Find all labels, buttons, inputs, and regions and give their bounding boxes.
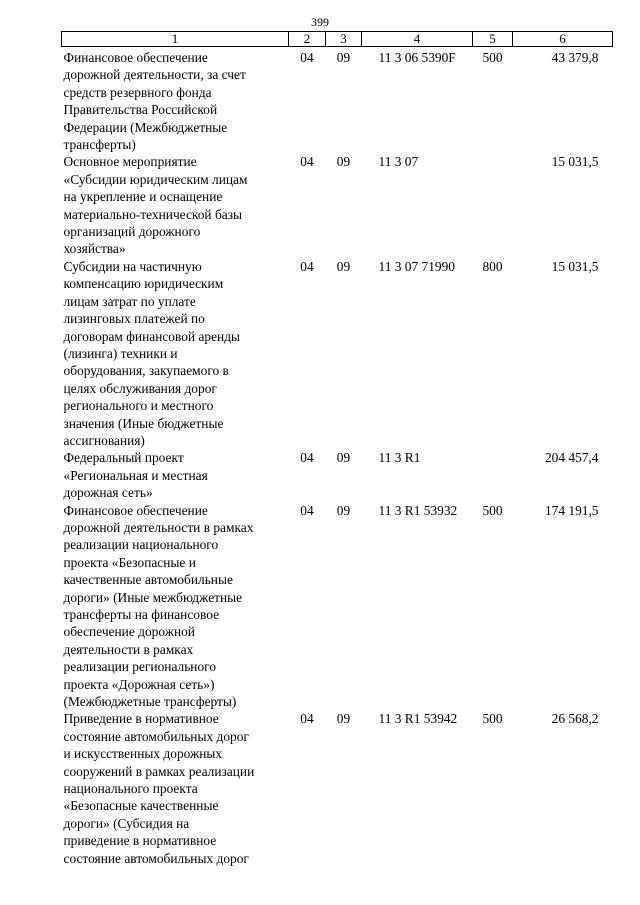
row-name-line: лицам затрат по уплате <box>63 293 196 309</box>
column-header-name: 1 <box>62 32 289 47</box>
row-subsection: 09 <box>336 50 351 65</box>
table-row <box>62 153 613 257</box>
row-name-line: оборудования, закупаемого в <box>63 363 229 379</box>
row-name <box>62 47 289 154</box>
row-name-line: ассигнования) <box>63 432 145 448</box>
row-name-line: проекта «Безопасные и <box>63 554 196 570</box>
table-row <box>62 710 613 867</box>
row-name-line: (лизинга) техники и <box>63 345 178 361</box>
row-sum: 204 457,4 <box>544 450 599 466</box>
column-header-sum: 6 <box>513 32 613 47</box>
row-name <box>62 153 289 257</box>
row-name-line: значения (Иные бюджетные <box>63 415 224 431</box>
row-subsection: 09 <box>336 711 351 727</box>
row-name-line: качественные автомобильные <box>63 572 233 588</box>
row-name-line: дороги» (Субсидия на <box>63 815 190 831</box>
row-sum: 15 031,5 <box>551 258 599 274</box>
row-name-line: договорам финансовой аренды <box>63 328 241 344</box>
row-name-line: организаций дорожного <box>63 224 201 240</box>
row-name-line: реализации национального <box>63 537 219 553</box>
row-name-line: трансферты) <box>63 137 136 153</box>
column-header-type: 5 <box>473 32 513 47</box>
table-row <box>62 258 613 449</box>
column-header-target: 4 <box>362 32 473 47</box>
row-subsection: 09 <box>336 154 351 170</box>
table-row <box>62 449 613 501</box>
row-name-line: национального проекта <box>63 781 198 797</box>
column-header-section: 2 <box>289 32 326 47</box>
row-expense-type: 800 <box>482 258 503 274</box>
row-section: 04 <box>300 50 314 65</box>
row-name-line: деятельности в рамках <box>63 641 194 657</box>
row-section: 04 <box>300 502 314 518</box>
row-name-line: Субсидии на частичную <box>63 258 202 274</box>
row-section: 04 <box>300 450 314 466</box>
row-expense-type: 500 <box>482 711 503 727</box>
row-target-code: 11 3 R1 53942 <box>378 711 458 727</box>
row-name <box>62 258 289 449</box>
row-name-line: обеспечение дорожной <box>63 624 195 640</box>
row-name-line: проекта «Дорожная сеть») <box>63 676 215 692</box>
row-name-line: и искусственных дорожных <box>63 746 223 762</box>
row-name-line: средств резервного фонда <box>63 84 212 100</box>
row-name-line: хозяйства» <box>63 241 126 257</box>
row-name-line: Приведение в нормативное <box>63 711 219 727</box>
row-name-line: компенсацию юридическим <box>63 276 224 292</box>
row-name-line: дороги» (Иные межбюджетные <box>63 589 243 605</box>
row-name-line: «Региональная и местная <box>63 467 208 483</box>
row-name-line: дорожная сеть» <box>63 485 153 501</box>
row-subsection: 09 <box>336 502 351 518</box>
row-name-line: целях обслуживания дорог <box>63 380 217 396</box>
header-row <box>62 32 613 47</box>
row-name-line: (Межбюджетные трансферты) <box>63 694 237 710</box>
row-name-line: сооружений в рамках реализации <box>63 763 255 779</box>
row-name-line: Основное мероприятие <box>63 154 197 170</box>
column-header-subsection: 3 <box>326 32 362 47</box>
row-section: 04 <box>300 711 314 727</box>
row-name-line: дорожной деятельности в рамках <box>63 519 254 535</box>
row-name-line: на укрепление и оснащение <box>63 189 223 205</box>
row-sum: 43 379,8 <box>551 50 599 65</box>
row-expense-type: 500 <box>482 50 503 65</box>
table-row <box>62 502 613 711</box>
row-target-code: 11 3 07 71990 <box>378 258 455 274</box>
page-number: 399 <box>311 15 329 29</box>
row-sum: 15 031,5 <box>551 154 599 170</box>
row-subsection: 09 <box>336 258 351 274</box>
row-name <box>62 502 289 711</box>
row-name-line: трансферты на финансовое <box>63 607 220 622</box>
budget-table <box>61 31 613 867</box>
row-name-line: Правительства Российской <box>63 102 218 118</box>
row-name-line: Финансовое обеспечение <box>63 502 208 518</box>
row-expense-type <box>473 449 513 501</box>
row-name-line: регионального и местного <box>63 398 214 414</box>
row-name-line: материально-технической базы <box>63 206 242 222</box>
row-name-line: «Субсидии юридическим лицам <box>63 171 248 187</box>
row-name-line: Федеральный проект <box>63 450 184 466</box>
row-target-code: 11 3 R1 53932 <box>378 502 458 518</box>
row-target-code: 11 3 07 <box>378 154 419 170</box>
row-name-line: приведение в нормативное <box>63 833 217 849</box>
row-name-line: состояние автомобильных дорог <box>63 728 249 744</box>
row-name <box>62 449 289 501</box>
table-row <box>62 47 613 154</box>
row-subsection: 09 <box>336 450 351 466</box>
row-section: 04 <box>300 154 314 170</box>
row-name-line: лизинговых платежей по <box>63 311 205 327</box>
row-target-code: 11 3 R1 <box>378 450 421 466</box>
row-name-line: «Безопасные качественные <box>63 798 219 814</box>
row-expense-type: 500 <box>482 502 503 518</box>
row-expense-type <box>473 153 513 257</box>
row-name-line: Финансовое обеспечение <box>63 50 208 65</box>
row-sum: 26 568,2 <box>551 711 599 727</box>
row-name-line: Федерации (Межбюджетные <box>63 119 228 135</box>
row-name-line: состояние автомобильных дорог <box>63 850 249 866</box>
row-name-line: дорожной деятельности, за счет <box>63 67 246 83</box>
row-name <box>62 710 289 867</box>
row-section: 04 <box>300 258 314 274</box>
row-target-code: 11 3 06 5390F <box>378 50 456 65</box>
row-sum: 174 191,5 <box>544 502 599 518</box>
row-name-line: реализации регионального <box>63 659 217 675</box>
